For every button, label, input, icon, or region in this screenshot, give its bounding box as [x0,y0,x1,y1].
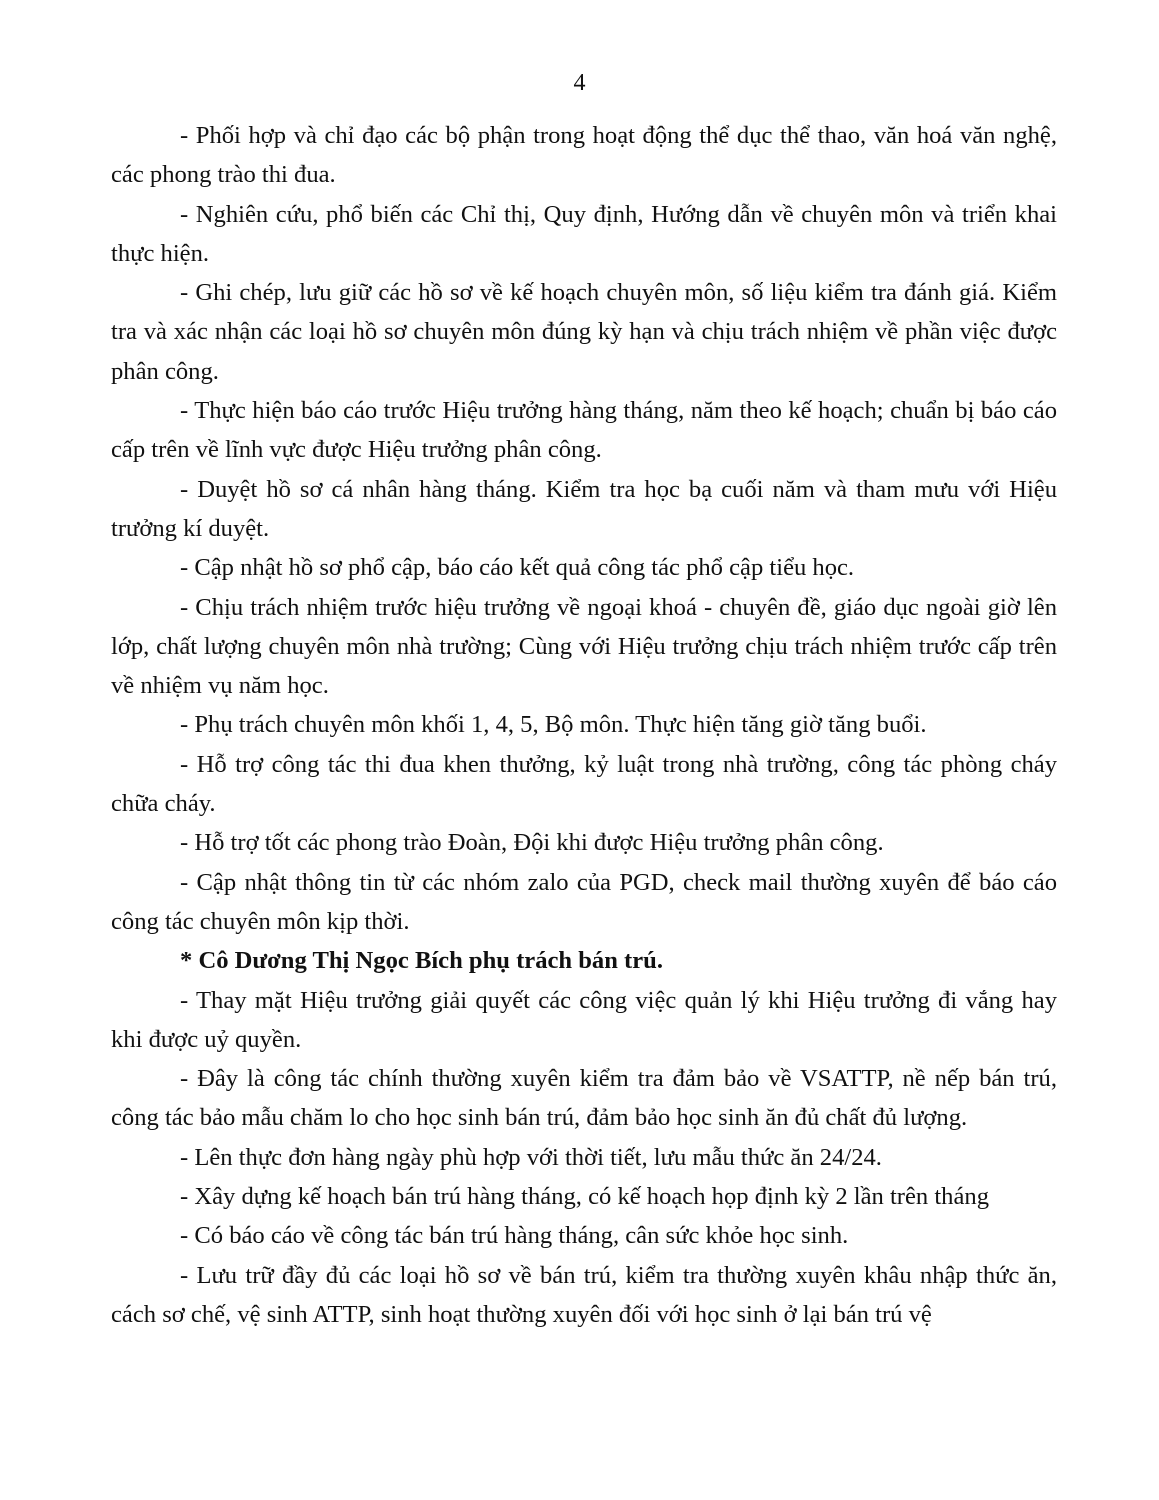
paragraph: - Xây dựng kế hoạch bán trú hàng tháng, có kế hoạch họp định kỳ 2 lần trên tháng [180,1183,989,1211]
paragraph: - Ghi chép, lưu giữ các hồ sơ về kế hoạch chuyên môn, số liệu kiểm tra đánh giá. Kiểm tra và xác nhận các loại hồ sơ chuyên môn đúng kỳ hạn và chịu trách nhiệm về phần việc được phân công. [111,279,1057,385]
section-heading: * Cô Dương Thị Ngọc Bích phụ trách bán trú. [180,947,663,975]
paragraph: - Thay mặt Hiệu trưởng giải quyết các công việc quản lý khi Hiệu trưởng đi vắng hay khi được uỷ quyền. [111,986,1057,1053]
paragraph: - Cập nhật hồ sơ phổ cập, báo cáo kết quả công tác phổ cập tiểu học. [180,554,855,582]
paragraph: - Hỗ trợ công tác thi đua khen thưởng, kỷ luật trong nhà trường, công tác phòng cháy chữa cháy. [111,750,1057,818]
paragraph: - Nghiên cứu, phổ biến các Chỉ thị, Quy định, Hướng dẫn về chuyên môn và triển khai thực hiện. [111,200,1057,267]
page-number: 4 [573,70,586,96]
paragraph: - Có báo cáo về công tác bán trú hàng tháng, cân sức khỏe học sinh. [180,1222,849,1250]
paragraph: - Lên thực đơn hàng ngày phù hợp với thời tiết, lưu mẫu thức ăn 24/24. [180,1143,882,1171]
paragraph: - Chịu trách nhiệm trước hiệu trưởng về ngoại khoá - chuyên đề, giáo dục ngoài giờ lên lớp, chất lượng chuyên môn nhà trường; Cùng với Hiệu trưởng chịu trách nhiệm trước cấp trên về nhiệm vụ năm học. [111,593,1057,700]
paragraph: - Phối hợp và chỉ đạo các bộ phận trong hoạt động thể dục thể thao, văn hoá văn nghệ, các phong trào thi đua. [111,122,1057,189]
paragraph: - Phụ trách chuyên môn khối 1, 4, 5, Bộ môn. Thực hiện tăng giờ tăng buổi. [180,711,927,739]
paragraph: - Cập nhật thông tin từ các nhóm zalo của PGD, check mail thường xuyên để báo cáo công tác chuyên môn kịp thời. [111,868,1057,935]
paragraph: - Thực hiện báo cáo trước Hiệu trưởng hàng tháng, năm theo kế hoạch; chuẩn bị báo cáo cấp trên về lĩnh vực được Hiệu trưởng phân công. [111,397,1057,464]
paragraph: - Đây là công tác chính thường xuyên kiểm tra đảm bảo về VSATTP, nề nếp bán trú, công tác bảo mẫu chăm lo cho học sinh bán trú, đảm bảo học sinh ăn đủ chất đủ lượng. [111,1065,1057,1132]
paragraph: - Duyệt hồ sơ cá nhân hàng tháng. Kiểm tra học bạ cuối năm và tham mưu với Hiệu trưởng kí duyệt. [111,475,1057,542]
document-body [111,116,1057,1334]
paragraph: - Hỗ trợ tốt các phong trào Đoàn, Đội khi được Hiệu trưởng phân công. [180,829,884,857]
paragraph: - Lưu trữ đầy đủ các loại hồ sơ về bán trú, kiểm tra thường xuyên khâu nhập thức ăn, cách sơ chế, vệ sinh ATTP, sinh hoạt thường xuyên đối với học sinh ở lại bán trú vệ [111,1261,1057,1328]
